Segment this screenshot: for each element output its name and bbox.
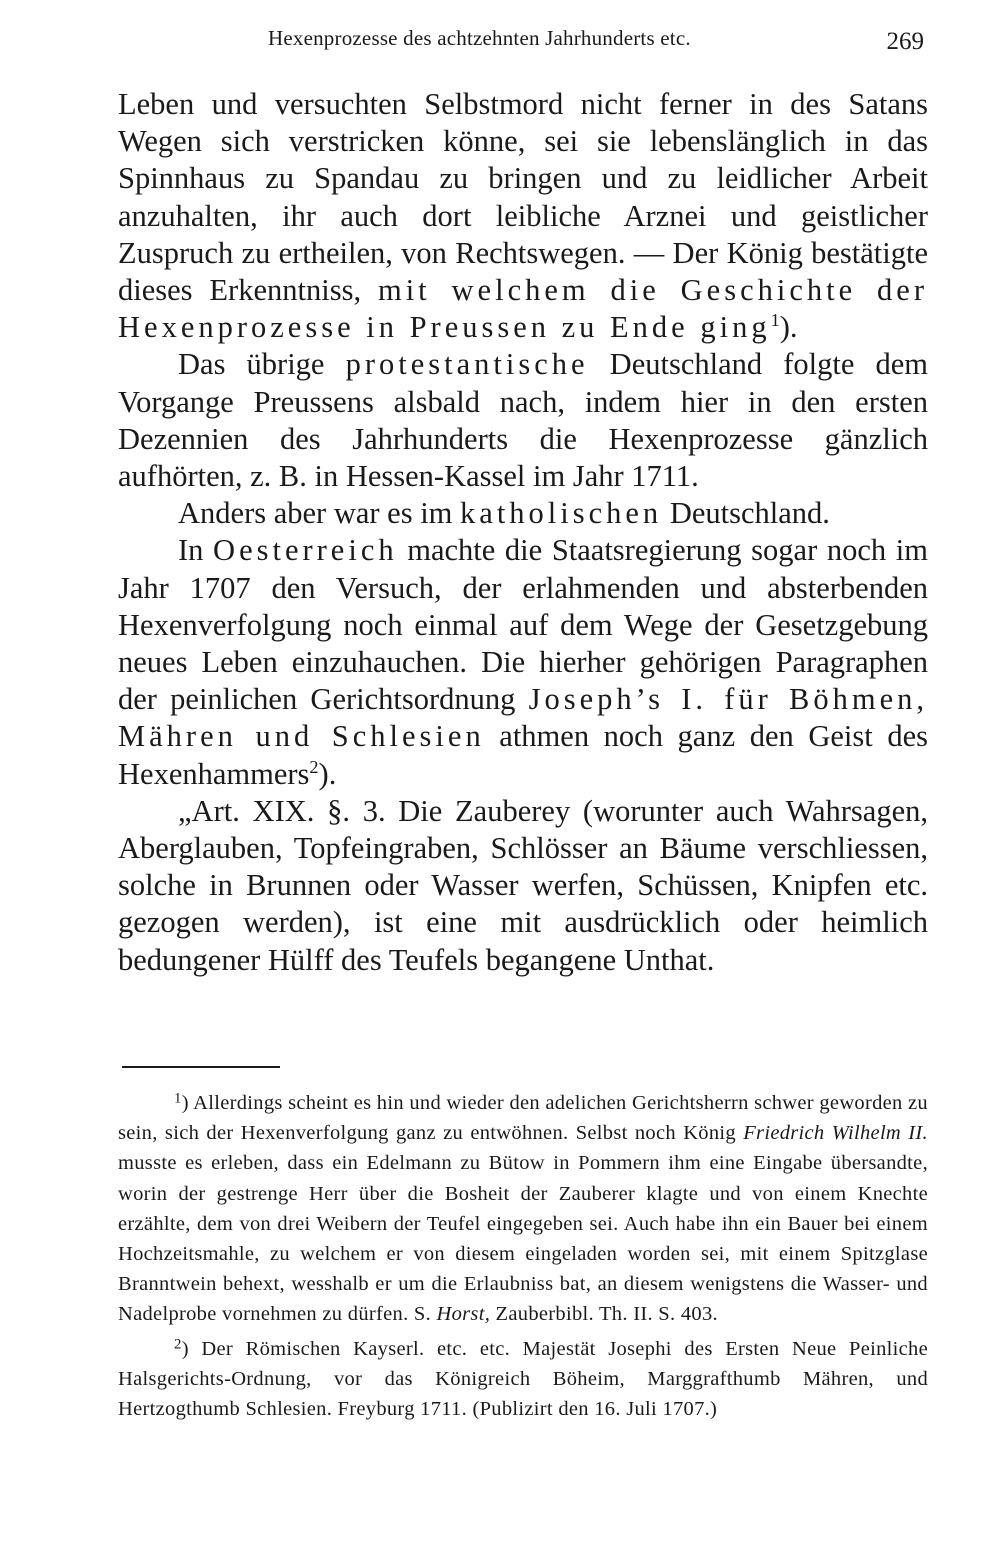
spaced-emphasis: katholischen (460, 496, 663, 531)
footnote-1-text-b: musste es erleben, dass ein Edelmann zu Bütow in Pommern ihm eine Eingabe übersandte, worin der gestrenge Herr über die Bosheit der Zauberer klagte und von einem Knechte erzählte, dem von drei Weibern der Teufel eingegeben sei. Auch habe ihn ein Bauer bei einem Hochzeitsmahle, zu welchem er von diesem eingeladen worden sei, mit einem Spitzglase Branntwein behext, wesshalb er um die Erlaubniss bat, an diesem wenigstens die Wasser- und Nadelprobe vornehmen zu dürfen. S. (118, 1152, 928, 1326)
paragraph-1 (118, 86, 928, 346)
footnote-1-mark: 1 (174, 1090, 182, 1107)
footnote-2 (118, 1334, 928, 1425)
footnote-ref-1: 1 (770, 310, 780, 331)
paragraph-4-text-b: machte die Staatsregierung sogar noch im Jahr 1707 den Versuch, der erlahmenden und absterbenden Hexenverfolgung noch einmal auf dem Wege der Gesetzgebung neues Leben einzuhauchen. Die hierher gehörigen Paragraphen der peinlichen Gerichtsordnung (118, 533, 928, 717)
paragraph-3-text-b: Deutschland. (662, 496, 830, 531)
page-number: 269 (886, 28, 924, 55)
paragraph-4-end: ). (318, 756, 337, 791)
spaced-emphasis: mit welchem die Geschichte der Hexenprozesse in Preussen zu Ende ging (118, 273, 928, 345)
footnote-2-text: ) Der Römischen Kayserl. etc. etc. Majestät Josephi des Ersten Neue Peinliche Halsgerichts-Ordnung, vor das Königreich Böheim, Marggrafthumb Mähren, und Hertzogthumb Schlesien. Freyburg 1711. (Publizirt den 16. Juli 1707.) (118, 1337, 928, 1421)
paragraph-3-text-a: Anders aber war es im (178, 496, 461, 531)
paragraph-4-text-a: In (178, 533, 214, 568)
running-title: Hexenprozesse des achtzehnten Jahrhunderts etc. (268, 26, 691, 50)
footnote-2-mark: 2 (174, 1335, 182, 1352)
paragraph-3 (118, 495, 928, 532)
paragraph-4 (118, 532, 928, 792)
footnote-1 (118, 1088, 928, 1330)
footnote-separator (122, 1066, 280, 1068)
spaced-emphasis: Oesterreich (213, 533, 398, 568)
paragraph-2-text-a: Das übrige (178, 347, 346, 382)
paragraph-4-text-c: athmen noch ganz den Geist des Hexenhammers (118, 719, 928, 791)
footnote-1-italic: Friedrich Wilhelm II. (743, 1122, 928, 1145)
footnotes (118, 1088, 928, 1424)
paragraph-1-end: ). (779, 310, 798, 345)
footnote-ref-2: 2 (309, 756, 319, 777)
spaced-emphasis: Joseph’s I. für Böhmen, Mähren und Schlesien (118, 682, 928, 754)
spaced-emphasis: protestantische (345, 347, 589, 382)
footnote-1-text-a: ) Allerdings scheint es hin und wieder den adelichen Gerichtsherrn schwer geworden zu sein, sich der Hexenverfolgung ganz zu entwöhnen. Selbst noch König (118, 1092, 928, 1145)
paragraph-5-quote: „Art. XIX. §. 3. Die Zauberey (worunter auch Wahrsagen, Aberglauben, Topfeingraben, Schlösser an Bäume verschliessen, solche in Brunnen oder Wasser werfen, Schüssen, Knipfen etc. gezogen werden), ist eine mit ausdrücklich oder heimlich bedungener Hülff des Teufels begangene Unthat. (118, 793, 928, 977)
paragraph-1-text: Leben und versuchten Selbstmord nicht ferner in des Satans Wegen sich verstricken könne, sei sie lebenslänglich in das Spinnhaus zu Spandau zu bringen und zu leidlicher Arbeit anzuhalten, ihr auch dort leibliche Arznei und geistlicher Zuspruch zu ertheilen, von Rechtswegen. — Der König bestätigte dieses Erkenntniss, (118, 87, 928, 308)
paragraph-2 (118, 346, 928, 495)
footnote-1-italic-2: Horst, (436, 1303, 491, 1326)
main-text (118, 86, 928, 979)
paragraph-2-text-b: Deutschland folgte dem Vorgange Preussens alsbald nach, indem hier in den ersten Dezennien des Jahrhunderts die Hexenprozesse gänzlich aufhörten, z. B. in Hessen-Kassel im Jahr 1711. (118, 347, 929, 494)
footnote-1-text-c: Zauberbibl. Th. II. S. 403. (490, 1303, 718, 1326)
page-header (118, 26, 928, 54)
